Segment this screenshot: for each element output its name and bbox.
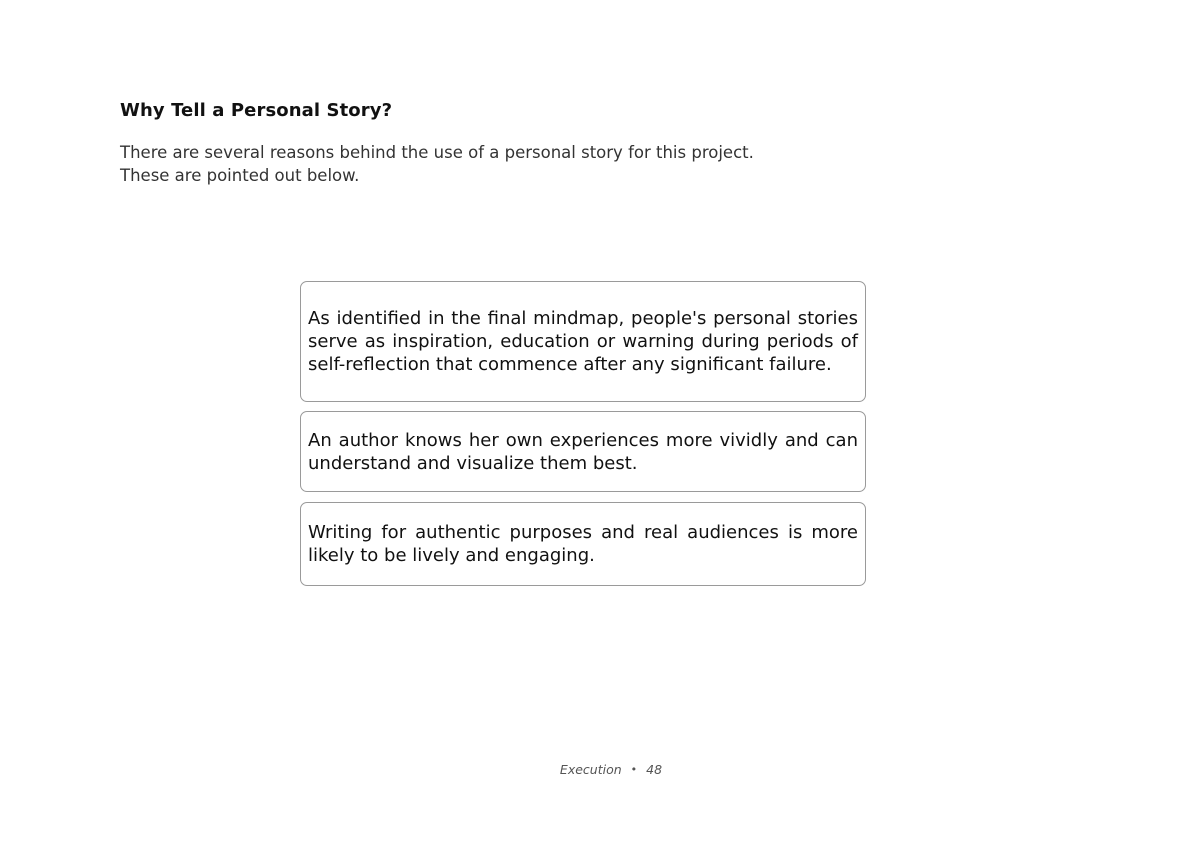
reason-box-2 [300, 411, 866, 492]
reason-text-3: Writing for authentic purposes and real audiences is more likely to be lively and engaging. [308, 522, 858, 566]
page-footer [0, 762, 1200, 777]
reason-text-2: An author knows her own experiences more vividly and can understand and visualize them best. [308, 429, 858, 474]
page-heading: Why Tell a Personal Story? [120, 100, 393, 121]
footer-page-number: 48 [646, 762, 663, 777]
reason-box-3 [300, 502, 866, 586]
footer-section-label: Execution [559, 762, 622, 777]
intro-paragraph: There are several reasons behind the use of a personal story for this project. These are pointed out below. [120, 143, 754, 185]
reason-text-1: As identified in the final mindmap, people's personal stories serve as inspiration, education or warning during periods of self-reflection that commence after any significant failure. [308, 308, 858, 375]
reason-box-1 [300, 281, 866, 402]
footer-separator: • [630, 763, 638, 776]
